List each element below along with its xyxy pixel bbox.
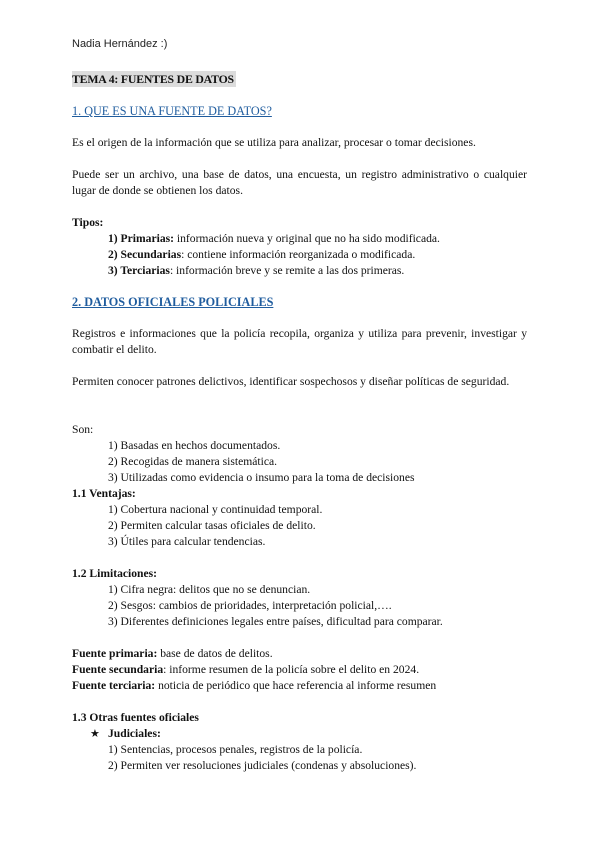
section2-heading-text: 2. DATOS OFICIALES POLICIALES	[72, 295, 274, 309]
limitaciones-item: 2) Sesgos: cambios de prioridades, interpretación policial,….	[108, 599, 392, 612]
tipos-item-label: 3) Terciarias	[108, 264, 170, 277]
section1-paragraph-2: Puede ser un archivo, una base de datos, una encuesta, un registro administrativo o cualquier lugar de donde se obtienen los datos.	[72, 168, 527, 197]
limitaciones-label: 1.2 Limitaciones:	[72, 567, 158, 580]
tipos-label: Tipos:	[72, 216, 104, 229]
section2-heading	[72, 294, 527, 310]
son-item: 3) Utilizadas como evidencia o insumo para la toma de decisiones	[108, 471, 415, 484]
ventajas-item: 3) Útiles para calcular tendencias.	[108, 535, 266, 548]
ventajas-label: 1.1 Ventajas:	[72, 487, 136, 500]
author-header: Nadia Hernández :)	[72, 38, 168, 50]
fuente-item	[72, 678, 527, 694]
tipos-item-text: información nueva y original que no ha sido modificada.	[174, 232, 440, 245]
fuente-item-label: Fuente terciaria:	[72, 679, 156, 692]
fuentes-list	[72, 646, 527, 694]
judiciales-item: 1) Sentencias, procesos penales, registros de la policía.	[108, 743, 363, 756]
ventajas-item: 1) Cobertura nacional y continuidad temporal.	[108, 503, 323, 516]
son-item: 2) Recogidas de manera sistemática.	[108, 455, 278, 468]
ventajas-list	[72, 502, 563, 550]
tipos-item-label: 1) Primarias:	[108, 232, 174, 245]
fuente-item-label: Fuente secundaria	[72, 663, 164, 676]
fuente-item-text: : informe resumen de la policía sobre el delito en 2024.	[163, 663, 420, 676]
tipos-item-text: : información breve y se remite a las dos primeras.	[169, 264, 405, 277]
tipos-item-text: : contiene información reorganizada o modificada.	[181, 248, 416, 261]
document-title: TEMA 4: FUENTES DE DATOS	[72, 72, 234, 86]
fuente-item	[72, 646, 527, 662]
judiciales-label: Judiciales:	[108, 727, 161, 740]
limitaciones-list	[72, 582, 563, 630]
document-title-block	[72, 71, 527, 88]
son-label: Son:	[72, 423, 94, 436]
tipos-item	[108, 231, 563, 247]
ventajas-item: 2) Permiten calcular tasas oficiales de delito.	[108, 519, 316, 532]
son-item: 1) Basadas en hechos documentados.	[108, 439, 281, 452]
fuente-item	[72, 662, 527, 678]
tipos-item-label: 2) Secundarias	[108, 248, 182, 261]
son-list	[72, 438, 563, 486]
section1-paragraph-1: Es el origen de la información que se utiliza para analizar, procesar o tomar decisiones.	[72, 136, 476, 149]
section2-paragraph-1: Registros e informaciones que la policía recopila, organiza y utiliza para prevenir, investigar y combatir el delito.	[72, 327, 527, 356]
limitaciones-item: 3) Diferentes definiciones legales entre países, dificultad para comparar.	[108, 615, 443, 628]
judiciales-bullet	[72, 726, 527, 742]
section1-heading: 1. QUE ES UNA FUENTE DE DATOS?	[72, 104, 272, 118]
judiciales-item: 2) Permiten ver resoluciones judiciales (condenas y absoluciones).	[108, 759, 417, 772]
fuente-item-text: noticia de periódico que hace referencia al informe resumen	[155, 679, 437, 692]
section2-paragraph-2: Permiten conocer patrones delictivos, identificar sospechosos y diseñar políticas de seguridad.	[72, 375, 510, 388]
star-bullet-icon: ★	[90, 727, 100, 740]
fuente-item-text: base de datos de delitos.	[157, 647, 273, 660]
tipos-item	[108, 247, 563, 263]
judiciales-list	[72, 742, 563, 774]
otras-fuentes-label: 1.3 Otras fuentes oficiales	[72, 711, 199, 724]
fuente-item-label: Fuente primaria:	[72, 647, 158, 660]
limitaciones-item: 1) Cifra negra: delitos que no se denuncian.	[108, 583, 311, 596]
tipos-item	[108, 263, 563, 279]
tipos-list	[72, 231, 563, 279]
